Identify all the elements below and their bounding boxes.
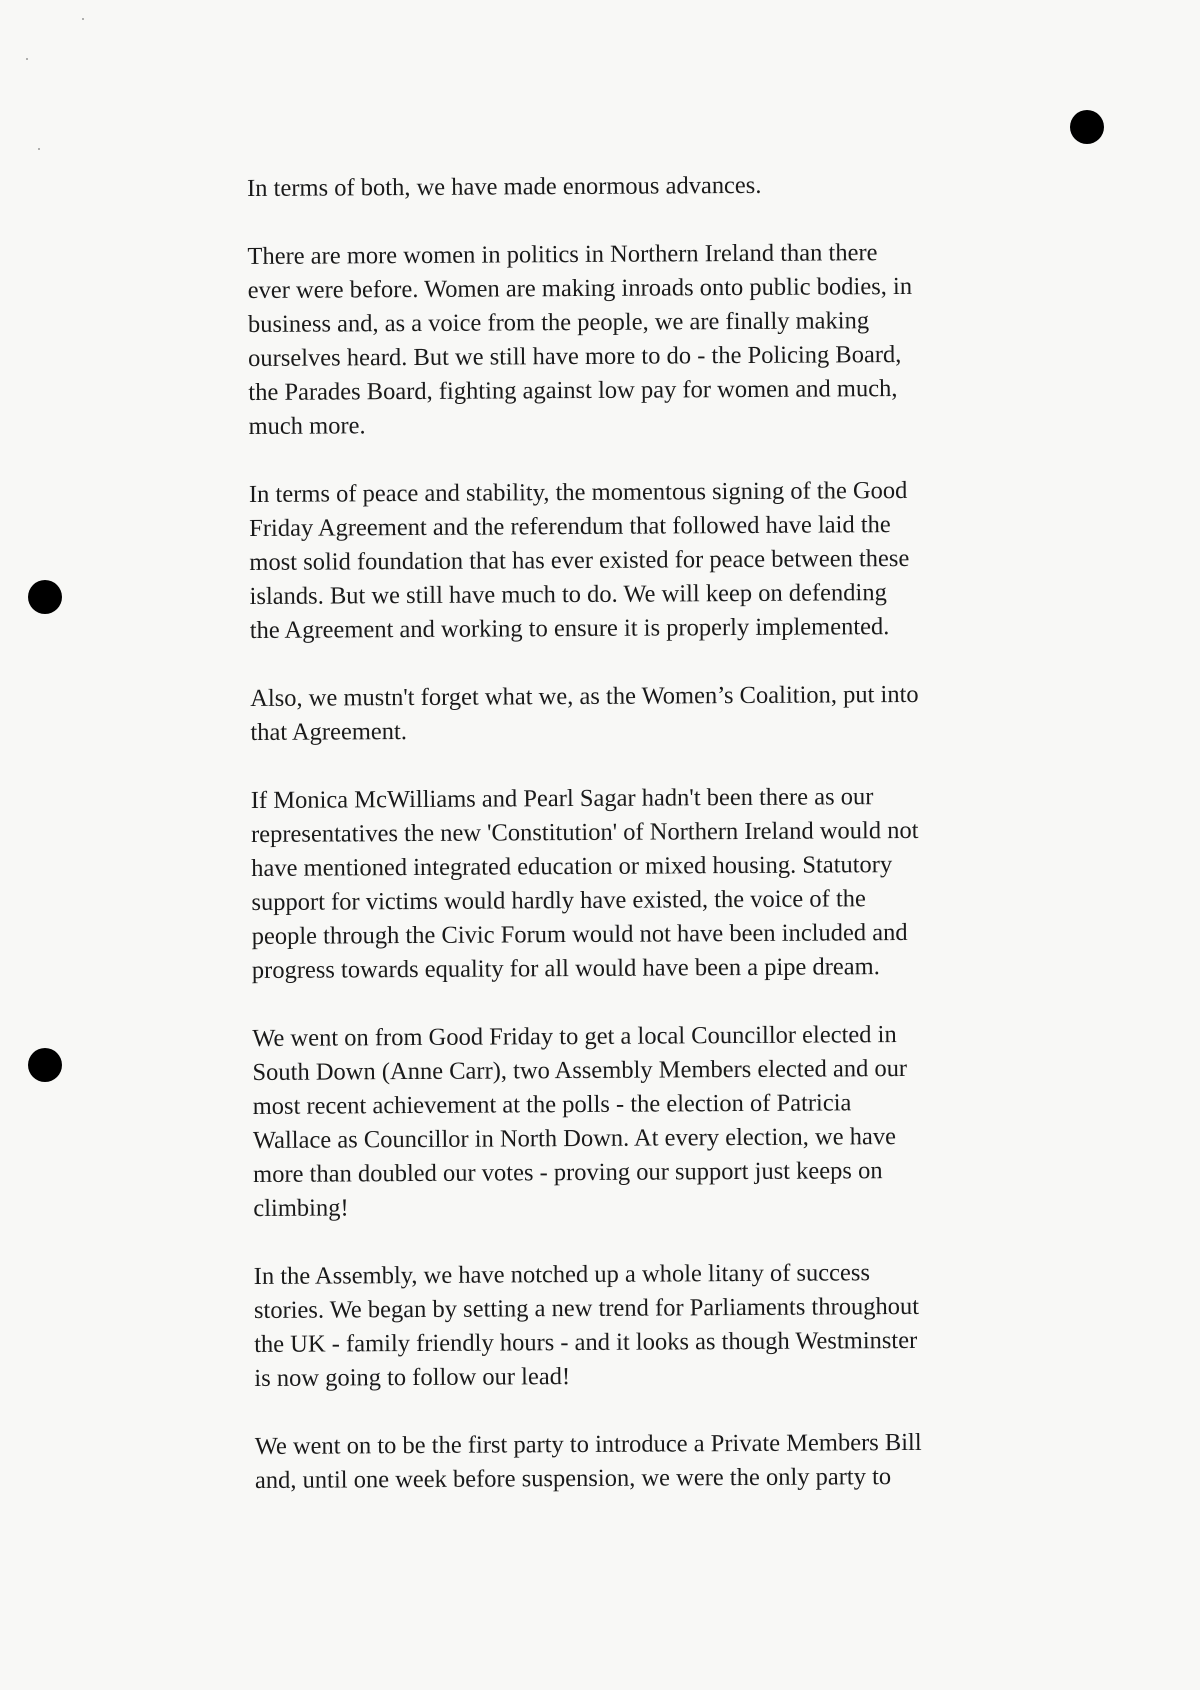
scan-speck xyxy=(26,58,28,60)
text-line: Also, we mustn't forget what we, as the Women’s Coalition, put into xyxy=(250,680,919,712)
text-line: Wallace as Councillor in North Down. At every election, we have xyxy=(252,1123,896,1154)
text-line: and, until one week before suspension, we were the only party to xyxy=(254,1463,892,1494)
body-text xyxy=(247,167,1055,1532)
paragraph-8 xyxy=(255,1425,1055,1498)
paragraph-3 xyxy=(249,473,1050,648)
text-line: the Agreement and working to ensure it is properly implemented. xyxy=(249,613,890,644)
text-line: support for victims would hardly have existed, the voice of the xyxy=(251,885,866,916)
punch-hole-top-right xyxy=(1070,110,1104,144)
text-line: In terms of both, we have made enormous advances. xyxy=(247,171,762,202)
text-line: representatives the new 'Constitution' of Northern Ireland would not xyxy=(250,816,919,848)
paragraph-2 xyxy=(247,235,1048,444)
text-line: that Agreement. xyxy=(250,718,407,746)
paragraph-6 xyxy=(252,1017,1053,1226)
paragraph-4 xyxy=(250,677,1050,750)
text-line: most recent achievement at the polls - the election of Patricia xyxy=(252,1089,852,1120)
punch-hole-left-upper xyxy=(28,580,62,614)
text-line: much more. xyxy=(248,412,366,440)
text-line: There are more women in politics in Northern Ireland than there xyxy=(247,239,878,270)
text-line: the UK - family friendly hours - and it looks as though Westminster xyxy=(254,1326,918,1358)
text-line: the Parades Board, fighting against low pay for women and much, xyxy=(248,375,898,406)
text-line: business and, as a voice from the people, we are finally making xyxy=(247,307,870,338)
text-line: people through the Civic Forum would not have been included and xyxy=(251,918,908,950)
paragraph-5 xyxy=(251,779,1052,988)
text-line: more than doubled our votes - proving our support just keeps on xyxy=(253,1157,883,1188)
text-line: climbing! xyxy=(253,1194,349,1222)
text-line: most solid foundation that has ever existed for peace between these xyxy=(249,544,910,576)
text-line: have mentioned integrated education or mixed housing. Statutory xyxy=(251,851,893,882)
text-line: In the Assembly, we have notched up a whole litany of success xyxy=(253,1259,871,1290)
scan-speck xyxy=(82,18,84,20)
text-line: is now going to follow our lead! xyxy=(254,1363,571,1392)
paragraph-1 xyxy=(247,167,1047,206)
text-line: In terms of peace and stability, the momentous signing of the Good xyxy=(248,476,908,508)
paragraph-7 xyxy=(254,1255,1055,1396)
text-line: Friday Agreement and the referendum that followed have laid the xyxy=(249,511,891,542)
text-line: ourselves heard. But we still have more to do - the Policing Board, xyxy=(248,341,902,372)
text-line: We went on from Good Friday to get a local Councillor elected in xyxy=(252,1021,897,1052)
punch-hole-left-lower xyxy=(28,1048,62,1082)
text-line: South Down (Anne Carr), two Assembly Members elected and our xyxy=(252,1054,908,1086)
text-line: progress towards equality for all would have been a pipe dream. xyxy=(251,953,880,984)
text-line: stories. We began by setting a new trend for Parliaments throughout xyxy=(253,1292,920,1324)
text-line: We went on to be the first party to introduce a Private Members Bill xyxy=(254,1428,922,1460)
scan-speck xyxy=(38,148,40,150)
text-line: ever were before. Women are making inroads onto public bodies, in xyxy=(247,272,913,304)
text-line: If Monica McWilliams and Pearl Sagar hadn't been there as our xyxy=(250,783,874,814)
text-line: islands. But we still have much to do. We will keep on defending xyxy=(249,579,887,610)
